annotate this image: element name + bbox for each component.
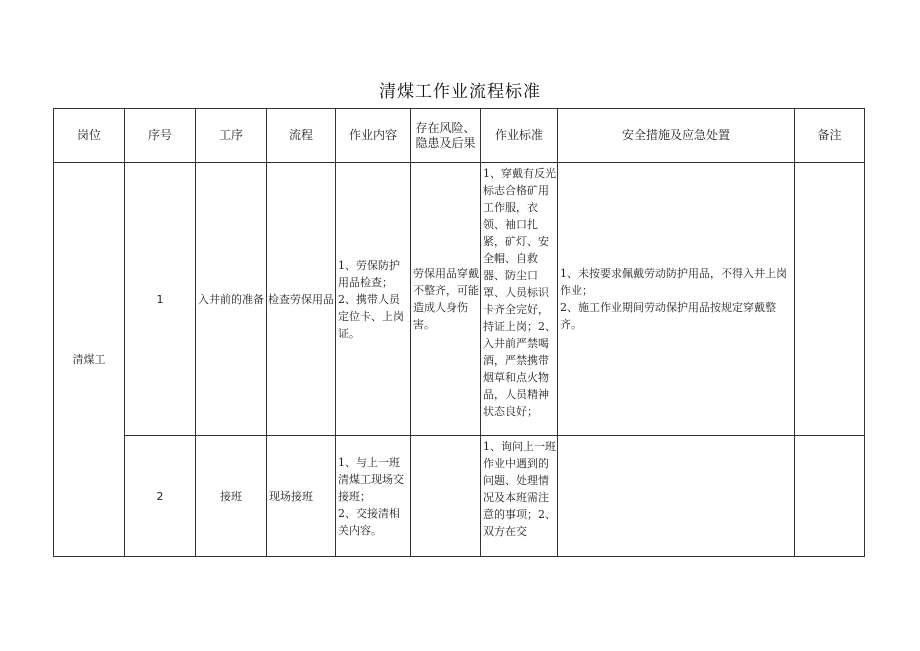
- header-cell: 存在风险、隐患及后果: [411, 109, 481, 163]
- table-row: [54, 436, 865, 557]
- process-cell: 入井前的准备: [196, 163, 267, 436]
- header-cell: 安全措施及应急处置: [558, 109, 795, 163]
- note-cell: [795, 436, 865, 557]
- header-cell: 作业内容: [336, 109, 411, 163]
- process-standard-table: [53, 108, 865, 557]
- process-cell: 接班: [196, 436, 267, 557]
- table-row: [54, 163, 865, 436]
- header-cell: 备注: [795, 109, 865, 163]
- content-cell: 1、劳保防护用品检查；2、携带人员定位卡、上岗证。: [336, 163, 411, 436]
- standard-cell: 1、询问上一班作业中遇到的问题、处理情况及本班需注意的事项；2、双方在交: [481, 436, 558, 557]
- position-cell: 清煤工: [54, 163, 125, 557]
- note-cell: [795, 163, 865, 436]
- row-number: 1: [125, 163, 196, 436]
- header-cell: 工序: [196, 109, 267, 163]
- standard-cell: 1、穿戴有反光标志合格矿用工作服，衣领、袖口扎紧，矿灯、安全帽、自救器、防尘口罩、人员标识卡齐全完好，持证上岗；2、入井前严禁喝酒，严禁携带烟草和点火物品，人员精神状态良好；: [481, 163, 558, 436]
- flow-cell: 检查劳保用品: [267, 163, 336, 436]
- risk-cell: [411, 436, 481, 557]
- header-cell: 序号: [125, 109, 196, 163]
- header-cell: 作业标准: [481, 109, 558, 163]
- risk-cell: 劳保用品穿戴不整齐，可能造成人身伤害。: [411, 163, 481, 436]
- measures-cell: 1、未按要求佩戴劳动防护用品，不得入井上岗作业； 2、施工作业期间劳动保护用品按规定穿戴整齐。: [558, 163, 795, 436]
- measures-cell: [558, 436, 795, 557]
- content-cell: 1、与上一班清煤工现场交接班； 2、交接清相关内容。: [336, 436, 411, 557]
- row-number: 2: [125, 436, 196, 557]
- flow-cell: 现场接班: [267, 436, 336, 557]
- header-cell: 流程: [267, 109, 336, 163]
- header-cell: 岗位: [54, 109, 125, 163]
- header-row: [54, 109, 865, 163]
- document-title: 清煤工作业流程标准: [379, 82, 541, 102]
